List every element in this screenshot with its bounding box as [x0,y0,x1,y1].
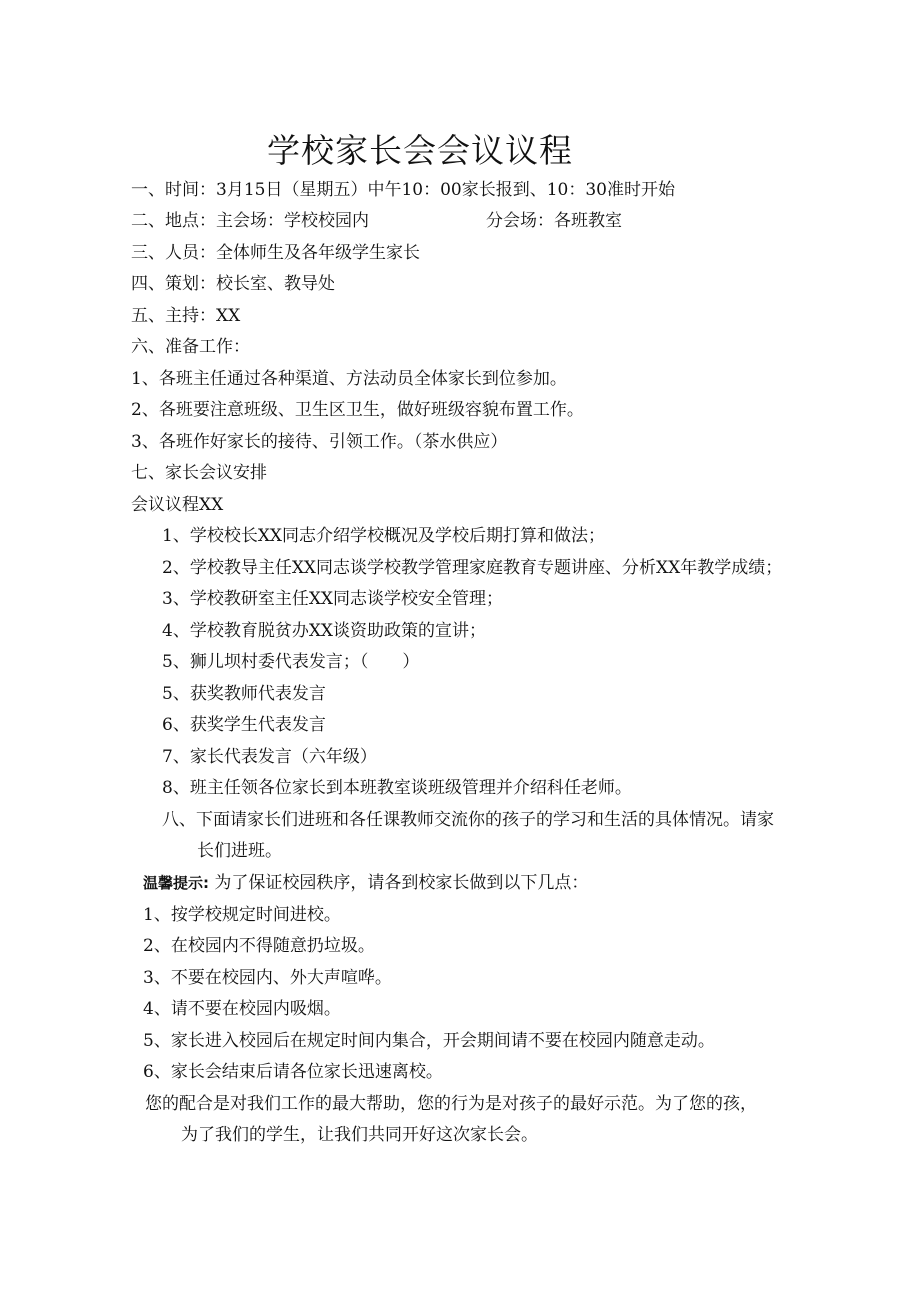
agenda-item: 2、学校教导主任XX同志谈学校教学管理家庭教育专题讲座、分析XX年教学成绩； [162,558,783,578]
tips-intro: 为了保证校园秩序，请各到校家长做到以下几点： [214,873,589,893]
planning-line: 四、策划：校长室、教导处 [131,274,335,294]
prep-item: 2、各班要注意班级、卫生区卫生，做好班级容貌布置工作。 [131,400,584,420]
tip-item: 2、在校园内不得随意扔垃圾。 [143,936,375,956]
tip-item: 3、不要在校园内、外大声喧哗。 [143,968,392,988]
section-eight-line1: 八、下面请家长们进班和各任课教师交流你的孩子的学习和生活的具体情况。请家 [162,810,774,830]
agenda-item: 6、获奖学生代表发言 [162,715,326,735]
closing-line2: 为了我们的学生，让我们共同开好这次家长会。 [181,1125,538,1145]
prep-heading: 六、准备工作： [131,337,250,357]
agenda-item: 7、家长代表发言（六年级） [162,747,377,767]
tip-item: 5、家长进入校园后在规定时间内集合，开会期间请不要在校园内随意走动。 [143,1031,715,1051]
people-line: 三、人员：全体师生及各年级学生家长 [131,243,420,263]
meeting-heading: 七、家长会议安排 [131,463,267,483]
prep-item: 3、各班作好家长的接待、引领工作。（茶水供应） [131,432,508,452]
document-title: 学校家长会会议议程 [267,131,573,170]
time-line: 一、时间：3月15日（星期五）中午10：00家长报到、10：30准时开始 [131,180,675,200]
tips-header [143,872,588,894]
agenda-item: 8、班主任领各位家长到本班教室谈班级管理并介绍科任老师。 [162,778,632,798]
venue-branch-line: 分会场：各班教室 [486,211,622,231]
agenda-item: 3、学校教研室主任XX同志谈学校安全管理； [162,589,504,609]
tips-label: 温馨提示: [143,874,209,892]
agenda-item: 4、学校教育脱贫办XX谈资助政策的宣讲； [162,621,487,641]
agenda-item: 1、学校校长XX同志介绍学校概况及学校后期打算和做法； [162,526,606,546]
agenda-title: 会议议程XX [131,495,224,515]
agenda-item: 5、获奖教师代表发言 [162,684,326,704]
closing-line1: 您的配合是对我们工作的最大帮助，您的行为是对孩子的最好示范。为了您的孩， [145,1094,757,1114]
venue-main-line: 二、地点：主会场：学校校园内 [131,211,369,231]
tip-item: 1、按学校规定时间进校。 [143,905,341,925]
prep-item: 1、各班主任通过各种渠道、方法动员全体家长到位参加。 [131,369,567,389]
tip-item: 6、家长会结束后请各位家长迅速离校。 [143,1062,443,1082]
section-eight-line2: 长们进班。 [197,841,282,861]
tip-item: 4、请不要在校园内吸烟。 [143,999,341,1019]
agenda-item: 5、狮儿坝村委代表发言；（ ） [162,652,420,672]
host-line: 五、主持：XX [131,306,241,326]
